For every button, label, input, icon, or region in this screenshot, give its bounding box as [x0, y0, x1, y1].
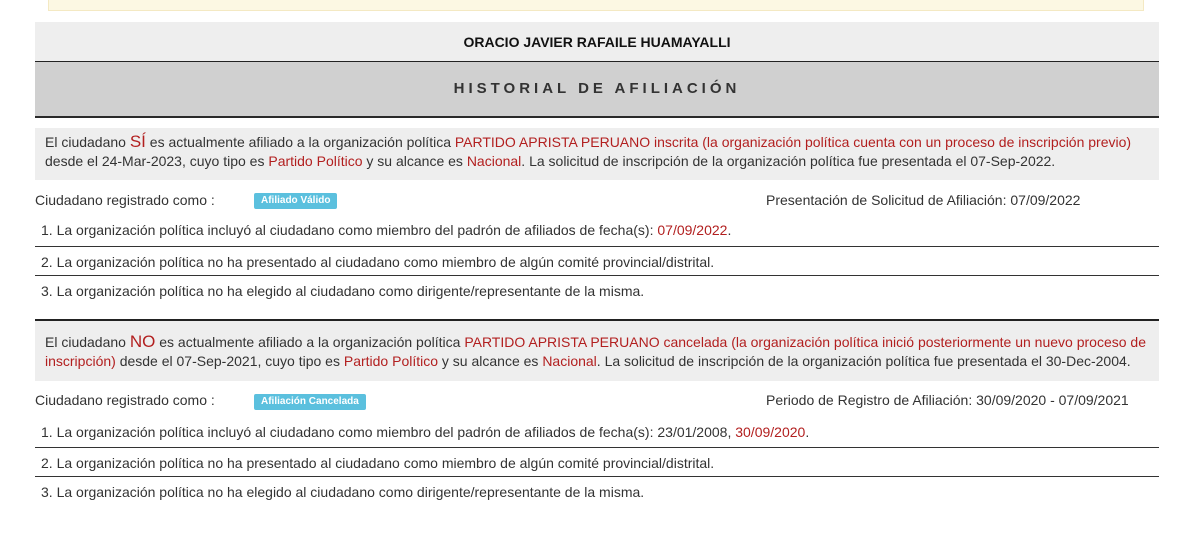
divider: [35, 275, 1159, 276]
organization-type: Partido Político: [343, 353, 439, 369]
organization-name: PARTIDO APRISTA PERUANO cancelada (la organización política inició posteriormente un nuevo proceso de inscripción): [45, 334, 1146, 369]
section-title: HISTORIAL DE AFILIACIÓN: [35, 61, 1159, 118]
organization-type: Partido Político: [268, 153, 363, 169]
organization-scope: Nacional: [542, 353, 597, 369]
list-item: 2. La organización política no ha presentado al ciudadano como miembro de algún comité provincial/distrital.: [41, 455, 715, 471]
registry-date: 30/09/2020: [735, 424, 806, 440]
organization-scope: Nacional: [466, 153, 522, 169]
affiliation-status: SÍ: [129, 132, 146, 151]
status-badge: Afiliación Cancelada: [254, 394, 366, 410]
affiliation-status: NO: [129, 332, 156, 351]
list-item: 1. La organización política incluyó al ciudadano como miembro del padrón de afiliados de fecha(s): 23/01/2008, 30/09/2020.: [41, 424, 810, 440]
registration-row: [35, 390, 1159, 412]
divider: [35, 246, 1159, 247]
registered-as-label: Ciudadano registrado como :: [35, 192, 215, 208]
application-date-info: Presentación de Solicitud de Afiliación: 07/09/2022: [766, 192, 1081, 208]
list-item: 1. La organización política incluyó al ciudadano como miembro del padrón de afiliados de fecha(s): 07/09/2022.: [41, 222, 732, 238]
affiliation-statement: El ciudadano SÍ es actualmente afiliado a la organización política PARTIDO APRISTA PERUANO inscrita (la organización política cuenta con un proceso de inscripción previo) desde el 24-Mar-2023, cuyo tipo es Partido Político y su alcance es Nacional. La solicitud de inscripción de la organización política fue presentada el 07-Sep-2022.: [35, 128, 1159, 180]
list-item: 3. La organización política no ha elegido al ciudadano como dirigente/representante de la misma.: [41, 484, 645, 500]
organization-name: PARTIDO APRISTA PERUANO inscrita (la organización política cuenta con un proceso de inscripción previo): [454, 134, 1132, 150]
affiliation-statement: El ciudadano NO es actualmente afiliado a la organización política PARTIDO APRISTA PERUANO cancelada (la organización política inició posteriormente un nuevo proceso de inscripción) desde el 07-Sep-2021, cuyo tipo es Partido Político y su alcance es Nacional. La solicitud de inscripción de la organización política fue presentada el 30-Dec-2004.: [35, 321, 1159, 381]
registration-row: [35, 190, 1159, 212]
registry-date: 07/09/2022: [657, 222, 728, 238]
registration-period-info: Periodo de Registro de Afiliación: 30/09/2020 - 07/09/2021: [766, 392, 1129, 408]
divider: [35, 447, 1159, 448]
divider: [35, 476, 1159, 477]
status-badge: Afiliado Válido: [254, 193, 337, 209]
list-item: 3. La organización política no ha elegido al ciudadano como dirigente/representante de la misma.: [41, 283, 645, 299]
citizen-name: ORACIO JAVIER RAFAILE HUAMAYALLI: [35, 22, 1159, 61]
registered-as-label: Ciudadano registrado como :: [35, 392, 215, 408]
notice-banner: [48, 0, 1144, 11]
list-item: 2. La organización política no ha presentado al ciudadano como miembro de algún comité provincial/distrital.: [41, 254, 715, 270]
